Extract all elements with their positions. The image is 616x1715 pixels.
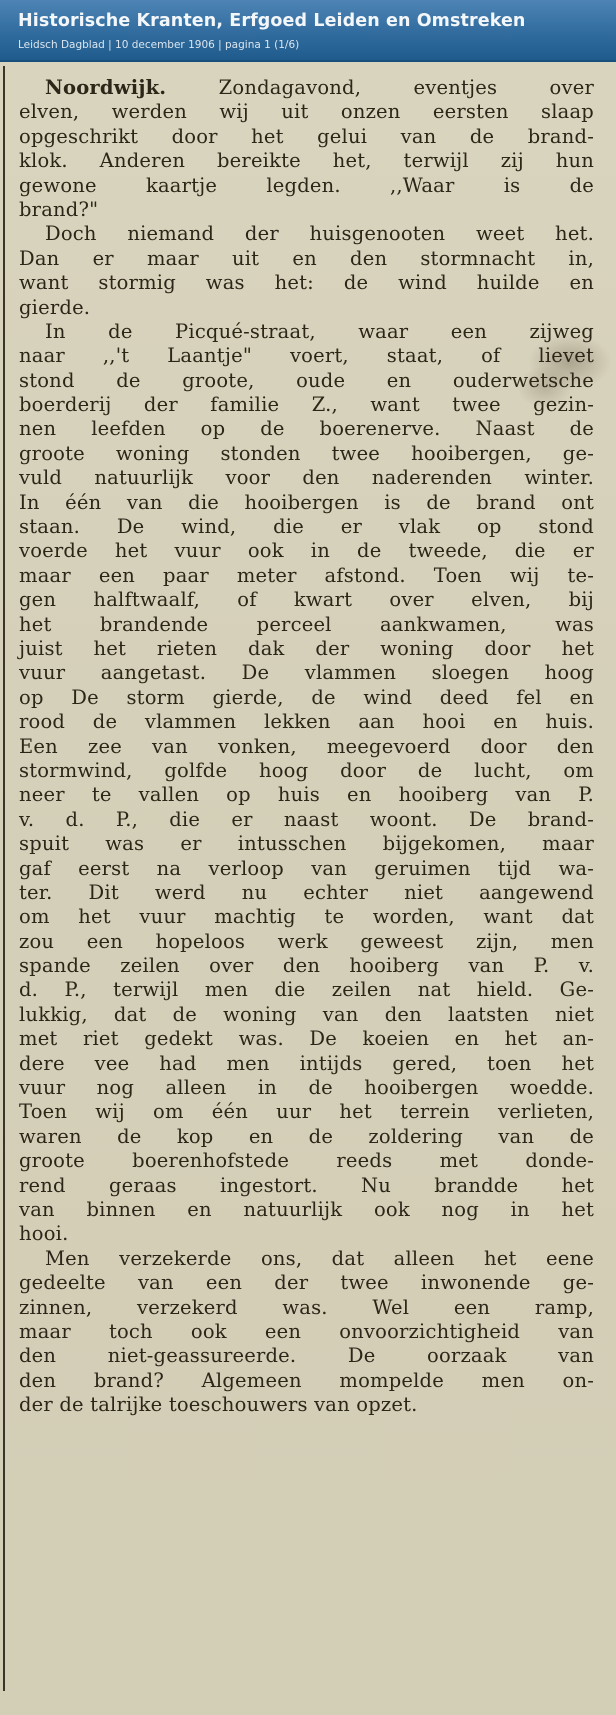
article-line: vuld natuurlijk voor den naderenden winter.	[19, 466, 594, 490]
article-line: want stormig was het: de wind huilde en	[19, 271, 594, 295]
article-line: Een zee van vonken, meegevoerd door den	[19, 734, 594, 758]
article-line: Doch niemand der huisgenooten weet het.	[45, 222, 594, 246]
article-line: waren de kop en de zoldering van de	[19, 1124, 594, 1148]
article-line: gaf eerst na verloop van geruimen tijd wa-	[19, 856, 594, 880]
article-line: klok. Anderen bereikte het, terwijl zij hun	[19, 149, 594, 173]
article-line: om het vuur machtig te worden, want dat	[19, 905, 594, 929]
article-line: juist het rieten dak der woning door het	[19, 636, 594, 660]
article-line: nen leefden op de boerenerve. Naast de	[19, 417, 594, 441]
article-line: ter. Dit werd nu echter niet aangewend	[19, 880, 594, 904]
publication-info: Leidsch Dagblad | 10 december 1906 | pagina 1 (1/6)	[18, 39, 300, 51]
collection-title: Historische Kranten, Erfgoed Leiden en Omstreken	[18, 11, 526, 31]
article-line: In één van die hooibergen is de brand ont	[19, 490, 594, 514]
article-line: gewone kaartje legden. ,,Waar is de	[19, 173, 594, 197]
article-line: op De storm gierde, de wind deed fel en	[19, 685, 594, 709]
article-line: rood de vlammen lekken aan hooi en huis.	[19, 710, 594, 734]
article-line: met riet gedekt was. De koeien en het an-	[19, 1027, 594, 1051]
article-line: gedeelte van een der twee inwonende ge-	[19, 1271, 594, 1295]
article-line: gierde.	[19, 295, 91, 319]
article-line: stond de groote, oude en ouderwetsche	[19, 368, 594, 392]
article-line: voerde het vuur ook in de tweede, die er	[19, 539, 594, 563]
article-line: spande zeilen over den hooiberg van P. v.	[19, 954, 594, 978]
article-line: Toen wij om één uur het terrein verlieten,	[19, 1100, 594, 1124]
article-line: der de talrijke toeschouwers van opzet.	[19, 1393, 418, 1417]
article-line: het brandende perceel aankwamen, was	[19, 612, 594, 636]
article-line: rend geraas ingestort. Nu brandde het	[19, 1173, 594, 1197]
article-line: den niet-geassureerde. De oorzaak van	[19, 1344, 594, 1368]
article-line: maar een paar meter afstond. Toen wij te-	[19, 563, 594, 587]
article-line: den brand? Algemeen mompelde men on-	[19, 1368, 594, 1392]
article-line: maar toch ook een onvoorzichtigheid van	[19, 1319, 594, 1343]
article-line: groote boerenhofstede reeds met donde-	[19, 1149, 594, 1173]
article-line: brand?"	[19, 197, 99, 221]
article-line: neer te vallen op huis en hooiberg van P.	[19, 783, 594, 807]
article-line: In de Picqué-straat, waar een zijweg	[45, 319, 594, 343]
dateline: Noordwijk.	[45, 76, 167, 99]
article-line: groote woning stonden twee hooibergen, ge-	[19, 441, 594, 465]
article-line: v. d. P., die er naast woont. De brand-	[19, 807, 594, 831]
article-line: boerderij der familie Z., want twee gezin-	[19, 393, 594, 417]
article-line: naar ,,'t Laantje" voert, staat, of lievet	[19, 344, 594, 368]
article-line: lukkig, dat de woning van den laatsten niet	[19, 1002, 594, 1026]
article-line: stormwind, golfde hoog door de lucht, om	[19, 758, 594, 782]
app-header	[0, 0, 616, 62]
article-line: Men verzekerde ons, dat alleen het eene	[45, 1246, 594, 1270]
article-line: spuit was er intusschen bijgekomen, maar	[19, 832, 594, 856]
article-line: hooi.	[19, 1222, 69, 1246]
article-line: zinnen, verzekerd was. Wel een ramp,	[19, 1295, 594, 1319]
article-line: zou een hopeloos werk geweest zijn, men	[19, 929, 594, 953]
article-line: vuur nog alleen in de hooibergen woedde.	[19, 1076, 594, 1100]
article-line: staan. De wind, die er vlak op stond	[19, 515, 594, 539]
newspaper-scan	[0, 62, 616, 1715]
article-line: opgeschrikt door het gelui van de brand-	[19, 124, 594, 148]
article-line: van binnen en natuurlijk ook nog in het	[19, 1197, 594, 1221]
article-line: Noordwijk. Zondagavond, eventjes over	[45, 76, 594, 99]
column-rule	[3, 66, 5, 1691]
article-text	[19, 76, 594, 1417]
article-line: dere vee had men intijds gered, toen het	[19, 1051, 594, 1075]
article-line: Dan er maar uit en den stormnacht in,	[19, 246, 594, 270]
article-line: d. P., terwijl men die zeilen nat hield. Ge-	[19, 978, 594, 1002]
article-line: gen halftwaalf, of kwart over elven, bij	[19, 588, 594, 612]
article-line: elven, werden wij uit onzen eersten slaap	[19, 100, 594, 124]
article-line: vuur aangetast. De vlammen sloegen hoog	[19, 661, 594, 685]
